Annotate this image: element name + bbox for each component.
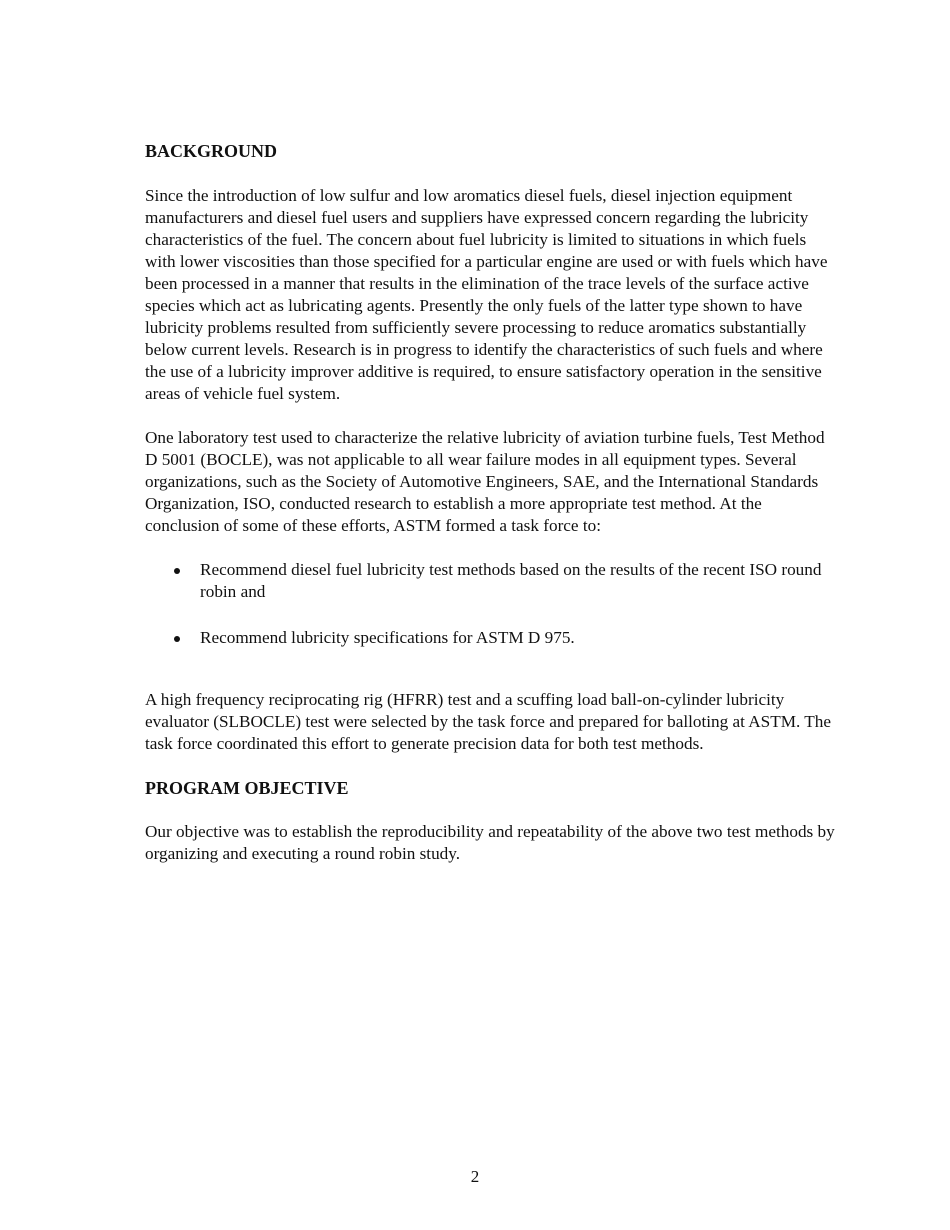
list-item xyxy=(145,559,835,603)
list-item-text: Recommend diesel fuel lubricity test methods based on the results of the recent ISO round robin and xyxy=(200,560,822,601)
background-paragraph-1: Since the introduction of low sulfur and low aromatics diesel fuels, diesel injection equipment manufacturers and diesel fuel users and suppliers have expressed concern regarding the lubricity characteristics of the fuel. The concern about fuel lubricity is limited to situations in which fuels with lower viscosities than those specified for a particular engine are used or with fuels which have been processed in a manner that results in the elimination of the trace levels of the surface active species which act as lubricating agents. Presently the only fuels of the latter type shown to have lubricity problems resulted from sufficiently severe processing to reduce aromatics substantially below current levels. Research is in progress to identify the characteristics of such fuels and where the use of a lubricity improver additive is required, to ensure satisfactory operation in the sensitive areas of vehicle fuel system. xyxy=(145,186,828,403)
task-force-list xyxy=(145,559,835,649)
background-paragraph-3: A high frequency reciprocating rig (HFRR) test and a scuffing load ball-on-cylinder lubricity evaluator (SLBOCLE) test were selected by the task force and prepared for balloting at ASTM. The task force coordinated this effort to generate precision data for both test methods. xyxy=(145,690,832,753)
background-paragraph-2: One laboratory test used to characterize the relative lubricity of aviation turbine fuels, Test Method D 5001 (BOCLE), was not applicable to all wear failure modes in all equipment types. Several organizations, such as the Society of Automotive Engineers, SAE, and the International Standards Organization, ISO, conducted research to establish a more appropriate test method. At the conclusion of some of these efforts, ASTM formed a task force to: xyxy=(145,428,825,535)
background-heading: BACKGROUND xyxy=(145,141,278,161)
list-item-text: Recommend lubricity specifications for ASTM D 975. xyxy=(200,628,575,647)
bullet-icon xyxy=(174,636,180,642)
objective-paragraph: Our objective was to establish the reproducibility and repeatability of the above two test methods by organizing and executing a round robin study. xyxy=(145,822,835,863)
bullet-icon xyxy=(174,568,180,574)
list-item xyxy=(145,627,835,649)
page-content xyxy=(145,140,835,865)
page-number: 2 xyxy=(470,1167,480,1186)
objective-heading: PROGRAM OBJECTIVE xyxy=(145,778,349,798)
